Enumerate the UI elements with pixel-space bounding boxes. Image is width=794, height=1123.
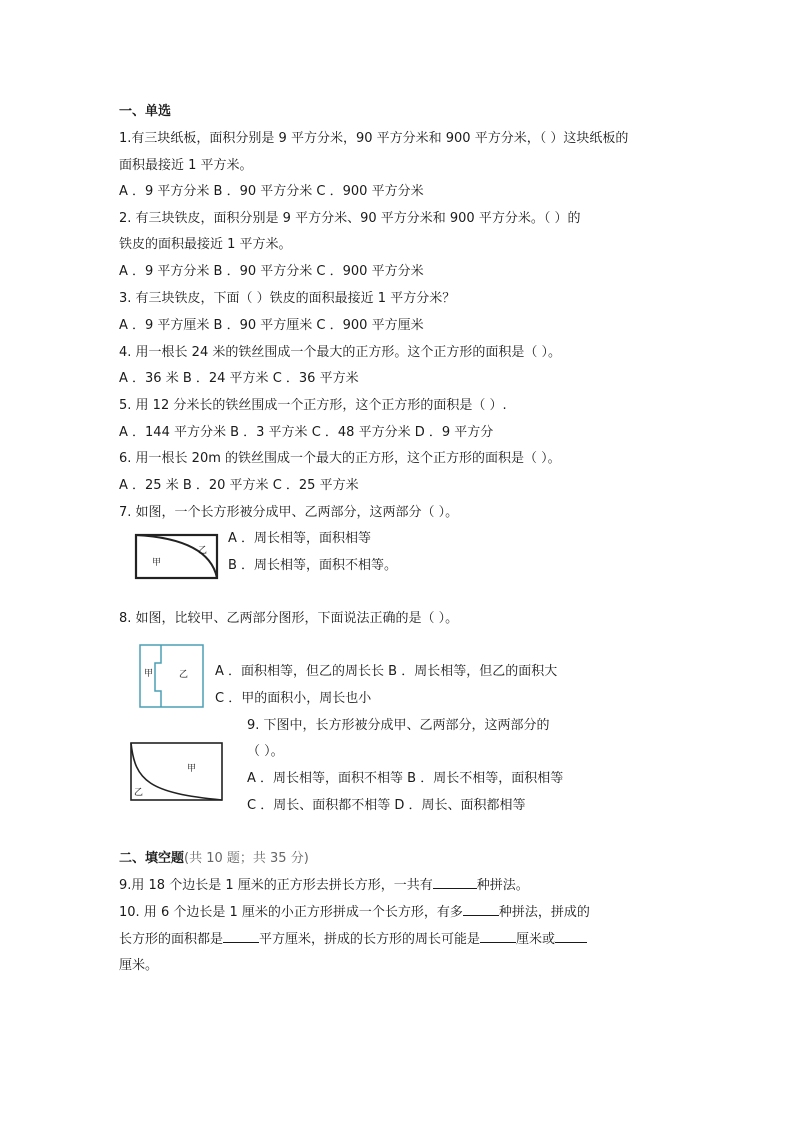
q1-text-line2: 面积最接近 1 平方米。 <box>119 158 253 173</box>
f10-line2 <box>119 930 587 949</box>
q6-options: A ．25 米 B ．20 平方米 C ．25 平方米 <box>119 478 359 493</box>
q7-option-a: A ．周长相等，面积相等 <box>228 531 372 546</box>
f10-answer-blank-3[interactable] <box>480 930 516 943</box>
q9-options-cd: C ．周长、面积都不相等 D ．周长、面积都相等 <box>247 798 526 813</box>
q4-options: A ．36 米 B ．24 平方米 C ．36 平方米 <box>119 371 359 386</box>
q5-options: A ．144 平方分米 B ．3 平方米 C ．48 平方分米 D ．9 平方分 <box>119 425 494 440</box>
q8-divider <box>155 645 161 707</box>
section1-title: 一、单选 <box>119 104 172 119</box>
q7-curve <box>136 535 217 578</box>
f10-answer-blank-4[interactable] <box>555 930 587 943</box>
q3-text: 3. 有三块铁皮，下面（ ）铁皮的面积最接近 1 平方分米？ <box>119 291 456 306</box>
q9-rectangle <box>131 743 222 800</box>
q8-label-jia: 甲 <box>144 669 154 679</box>
f10-text1-after: 种拼法，拼成的 <box>498 905 590 920</box>
q7-figure <box>134 533 220 583</box>
q3-options: A ．9 平方厘米 B ．90 平方厘米 C ．900 平方厘米 <box>119 318 424 333</box>
q8-text: 8. 如图，比较甲、乙两部分图形，下面说法正确的是（ ）。 <box>119 611 459 626</box>
q1-text-line1: 1.有三块纸板，面积分别是 9 平方分米，90 平方分米和 900 平方分米，（ ）这块纸板的 <box>119 131 629 146</box>
f10-answer-blank-2[interactable] <box>223 930 259 943</box>
q2-text-line1: 2. 有三块铁皮，面积分别是 9 平方分米、90 平方分米和 900 平方分米。（ ）的 <box>119 211 581 226</box>
q9-figure <box>129 741 225 803</box>
f10-line1 <box>119 903 590 922</box>
section2-title: 二、填空题 <box>119 851 185 866</box>
section2-note: (共 10 题；共 35 分) <box>184 851 309 866</box>
f10-text2-b: 平方厘米，拼成的长方形的周长可能是 <box>259 932 481 947</box>
f9-line <box>119 876 529 895</box>
f10-line3: 厘米。 <box>119 958 159 973</box>
f10-text2-c: 厘米或 <box>516 932 556 947</box>
q8-figure <box>139 644 205 710</box>
q7-label-jia: 甲 <box>152 558 162 568</box>
q8-label-yi: 乙 <box>179 670 189 680</box>
section2-heading <box>119 850 309 868</box>
q7-text: 7. 如图，一个长方形被分成甲、乙两部分，这两部分（ ）。 <box>119 505 459 520</box>
q9-label-jia: 甲 <box>187 764 197 774</box>
q2-options: A ．9 平方分米 B ．90 平方分米 C ．900 平方分米 <box>119 264 424 279</box>
f10-answer-blank-1[interactable] <box>463 903 499 916</box>
f9-text-before: 9.用 18 个边长是 1 厘米的正方形去拼长方形，一共有 <box>119 878 433 893</box>
q8-options-ab: A ．面积相等，但乙的周长长 B ．周长相等，但乙的面积大 <box>215 664 558 679</box>
f9-text-after: 种拼法。 <box>476 878 529 893</box>
f9-answer-blank[interactable] <box>433 876 477 889</box>
q9-label-yi: 乙 <box>134 788 144 798</box>
q4-text: 4. 用一根长 24 米的铁丝围成一个最大的正方形。这个正方形的面积是（ ）。 <box>119 345 561 360</box>
q7-option-b: B ．周长相等，面积不相等。 <box>228 558 398 573</box>
f10-text1-before: 10. 用 6 个边长是 1 厘米的小正方形拼成一个长方形，有多 <box>119 905 463 920</box>
q9-options-ab: A ．周长相等，面积不相等 B ．周长不相等，面积相等 <box>247 771 564 786</box>
q7-label-yi: 乙 <box>198 546 208 556</box>
f10-text2-a: 长方形的面积都是 <box>119 932 224 947</box>
q9-curve <box>131 743 222 800</box>
q2-text-line2: 铁皮的面积最接近 1 平方米。 <box>119 237 292 252</box>
q8-option-c: C ．甲的面积小，周长也小 <box>215 691 372 706</box>
q6-text: 6. 用一根长 20m 的铁丝围成一个最大的正方形，这个正方形的面积是（ ）。 <box>119 451 561 466</box>
q9-text-line2: （ ）。 <box>247 744 284 759</box>
q1-options: A ．9 平方分米 B ．90 平方分米 C ．900 平方分米 <box>119 184 424 199</box>
q9-text-line1: 9. 下图中，长方形被分成甲、乙两部分，这两部分的 <box>247 718 550 733</box>
q5-text: 5. 用 12 分米长的铁丝围成一个正方形，这个正方形的面积是（ ）. <box>119 398 507 413</box>
